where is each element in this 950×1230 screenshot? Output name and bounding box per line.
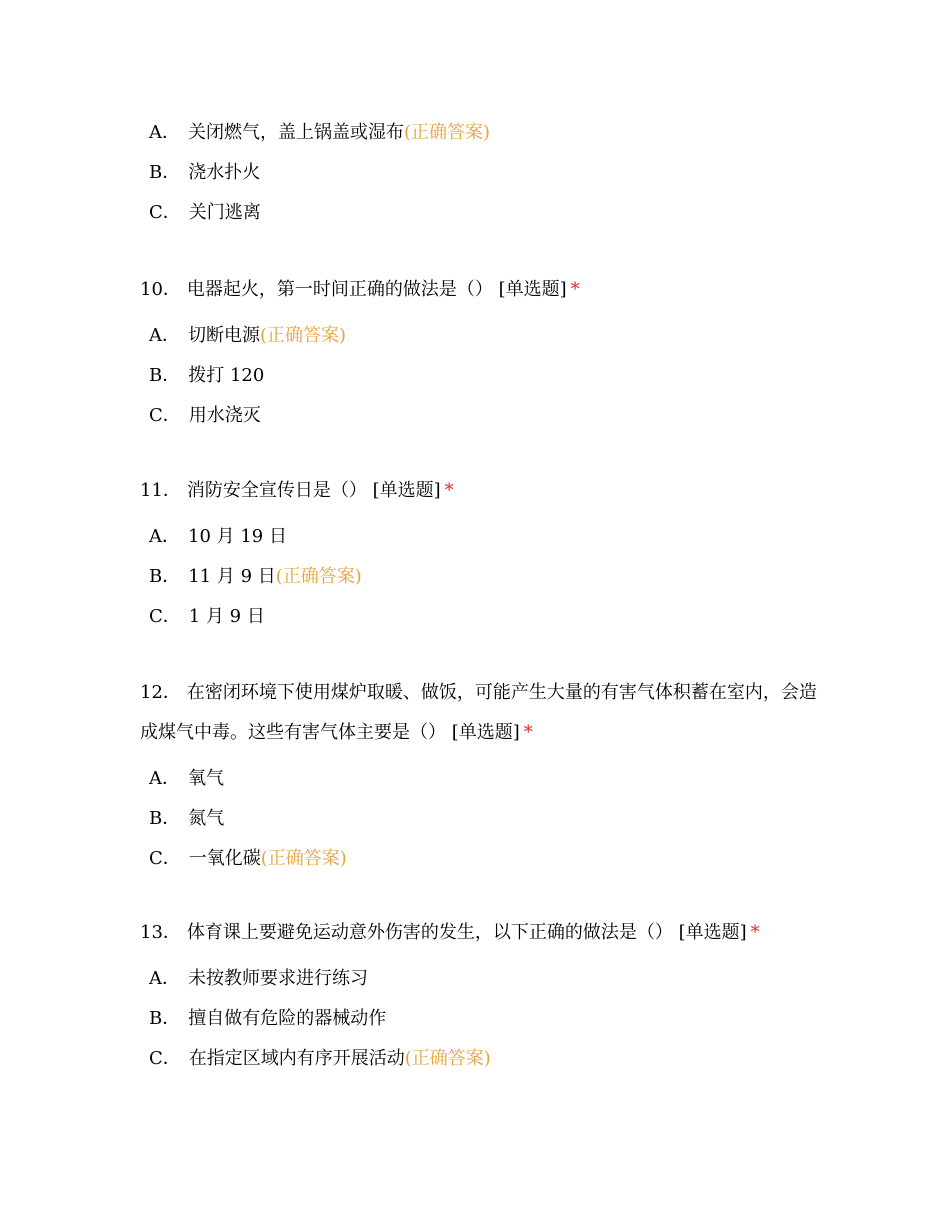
required-mark: * (444, 480, 454, 501)
correct-answer-mark: (正确答案) (275, 566, 362, 587)
option-a (140, 517, 830, 557)
option-letter: A． (149, 325, 180, 346)
question-number: 10． (140, 279, 181, 300)
question-12 (140, 673, 830, 879)
correct-answer-mark: (正确答案) (404, 122, 491, 143)
option-a (140, 113, 830, 153)
option-b (140, 999, 830, 1039)
option-a (140, 959, 830, 999)
option-letter: C． (149, 848, 181, 869)
correct-answer-mark: (正确答案) (260, 848, 347, 869)
required-mark: * (523, 722, 533, 743)
question-number: 11． (140, 480, 181, 501)
question-13 (140, 913, 830, 1079)
required-mark: * (570, 279, 580, 300)
question-number: 13． (140, 922, 181, 943)
option-text: 1 月 9 日 (188, 606, 265, 627)
option-text: 浇水扑火 (188, 162, 261, 183)
option-b (140, 153, 830, 193)
option-a (140, 316, 830, 356)
option-text: 一氧化碳 (188, 848, 261, 869)
question-title (140, 673, 830, 753)
option-text: 拨打 120 (188, 365, 265, 386)
question-text: 在密闭环境下使用煤炉取暖、做饭，可能产生大量的有害气体积蓄在室内，会造成煤气中毒。这些有害气体主要是（） [单选题] (140, 682, 817, 743)
option-letter: B． (149, 566, 181, 587)
option-c (140, 193, 830, 233)
question-text: 体育课上要避免运动意外伤害的发生，以下正确的做法是（） [单选题] (186, 922, 747, 943)
question-10 (140, 270, 830, 436)
required-mark: * (750, 922, 760, 943)
option-text: 氮气 (188, 808, 225, 829)
option-letter: C． (149, 405, 181, 426)
question-title (140, 471, 830, 511)
option-b (140, 799, 830, 839)
option-list (140, 759, 830, 879)
option-text: 未按教师要求进行练习 (188, 968, 368, 989)
question-11 (140, 471, 830, 637)
question-title (140, 913, 830, 953)
option-letter: B． (149, 808, 181, 829)
option-c (140, 396, 830, 436)
option-letter: A． (149, 768, 180, 789)
option-list (140, 316, 830, 436)
option-letter: A． (149, 968, 180, 989)
option-b (140, 356, 830, 396)
option-letter: A． (149, 122, 180, 143)
option-text: 氧气 (188, 768, 224, 789)
correct-answer-mark: (正确答案) (404, 1048, 491, 1069)
question-text: 消防安全宣传日是（） [单选题] (186, 480, 441, 501)
option-text: 擅自做有危险的器械动作 (188, 1008, 387, 1029)
option-b (140, 557, 830, 597)
option-letter: B． (149, 162, 181, 183)
option-c (140, 597, 830, 637)
option-letter: B． (149, 1008, 181, 1029)
question-text: 电器起火，第一时间正确的做法是（） [单选题] (186, 279, 567, 300)
option-text: 切断电源 (188, 325, 260, 346)
option-text: 关门逃离 (188, 202, 261, 223)
option-letter: C． (149, 606, 181, 627)
option-a (140, 759, 830, 799)
option-list (140, 517, 830, 637)
option-c (140, 839, 830, 879)
option-text: 11 月 9 日 (188, 566, 276, 587)
option-text: 在指定区域内有序开展活动 (188, 1048, 405, 1069)
option-c (140, 1039, 830, 1079)
correct-answer-mark: (正确答案) (260, 325, 347, 346)
question-title (140, 270, 830, 310)
carryover-question (140, 113, 830, 233)
option-letter: C． (149, 202, 181, 223)
option-list (140, 113, 830, 233)
option-letter: A． (149, 526, 180, 547)
option-letter: C． (149, 1048, 181, 1069)
option-text: 10 月 19 日 (188, 526, 287, 547)
question-number: 12． (140, 682, 181, 703)
option-list (140, 959, 830, 1079)
option-text: 用水浇灭 (188, 405, 261, 426)
option-letter: B． (149, 365, 181, 386)
option-text: 关闭燃气，盖上锅盖或湿布 (188, 122, 404, 143)
